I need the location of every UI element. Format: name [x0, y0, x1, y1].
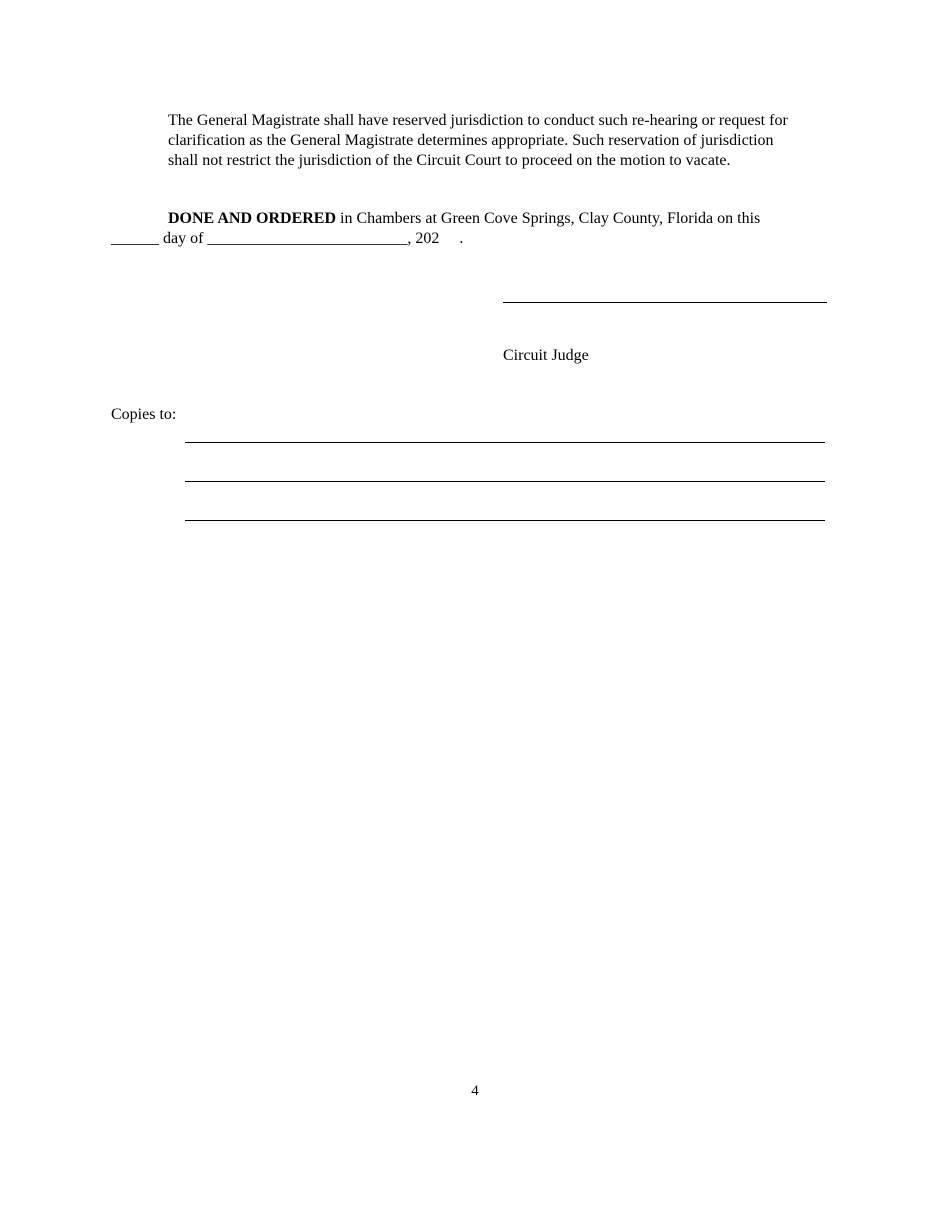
date-blank-line: ______ day of _________________________, 202 .	[111, 230, 464, 247]
done-and-ordered-lead: DONE AND ORDERED	[168, 210, 337, 227]
judge-title: Circuit Judge	[503, 347, 589, 364]
copies-to-label: Copies to:	[111, 406, 177, 423]
copy-recipient-line	[185, 481, 825, 482]
done-and-ordered-line	[168, 209, 760, 229]
jurisdiction-paragraph	[168, 111, 848, 171]
copy-recipient-line	[185, 520, 825, 521]
paragraph-line: shall not restrict the jurisdiction of the Circuit Court to proceed on the motion to vacate.	[168, 152, 731, 169]
paragraph-line: clarification as the General Magistrate determines appropriate. Such reservation of jurisdiction	[168, 132, 774, 149]
copy-recipient-line	[185, 442, 825, 443]
judge-signature-line	[503, 302, 827, 303]
page-number: 4	[471, 1083, 479, 1099]
done-and-ordered-text: in Chambers at Green Cove Springs, Clay County, Florida on this	[336, 210, 761, 227]
paragraph-line: The General Magistrate shall have reserved jurisdiction to conduct such re-hearing or request for	[168, 112, 788, 129]
